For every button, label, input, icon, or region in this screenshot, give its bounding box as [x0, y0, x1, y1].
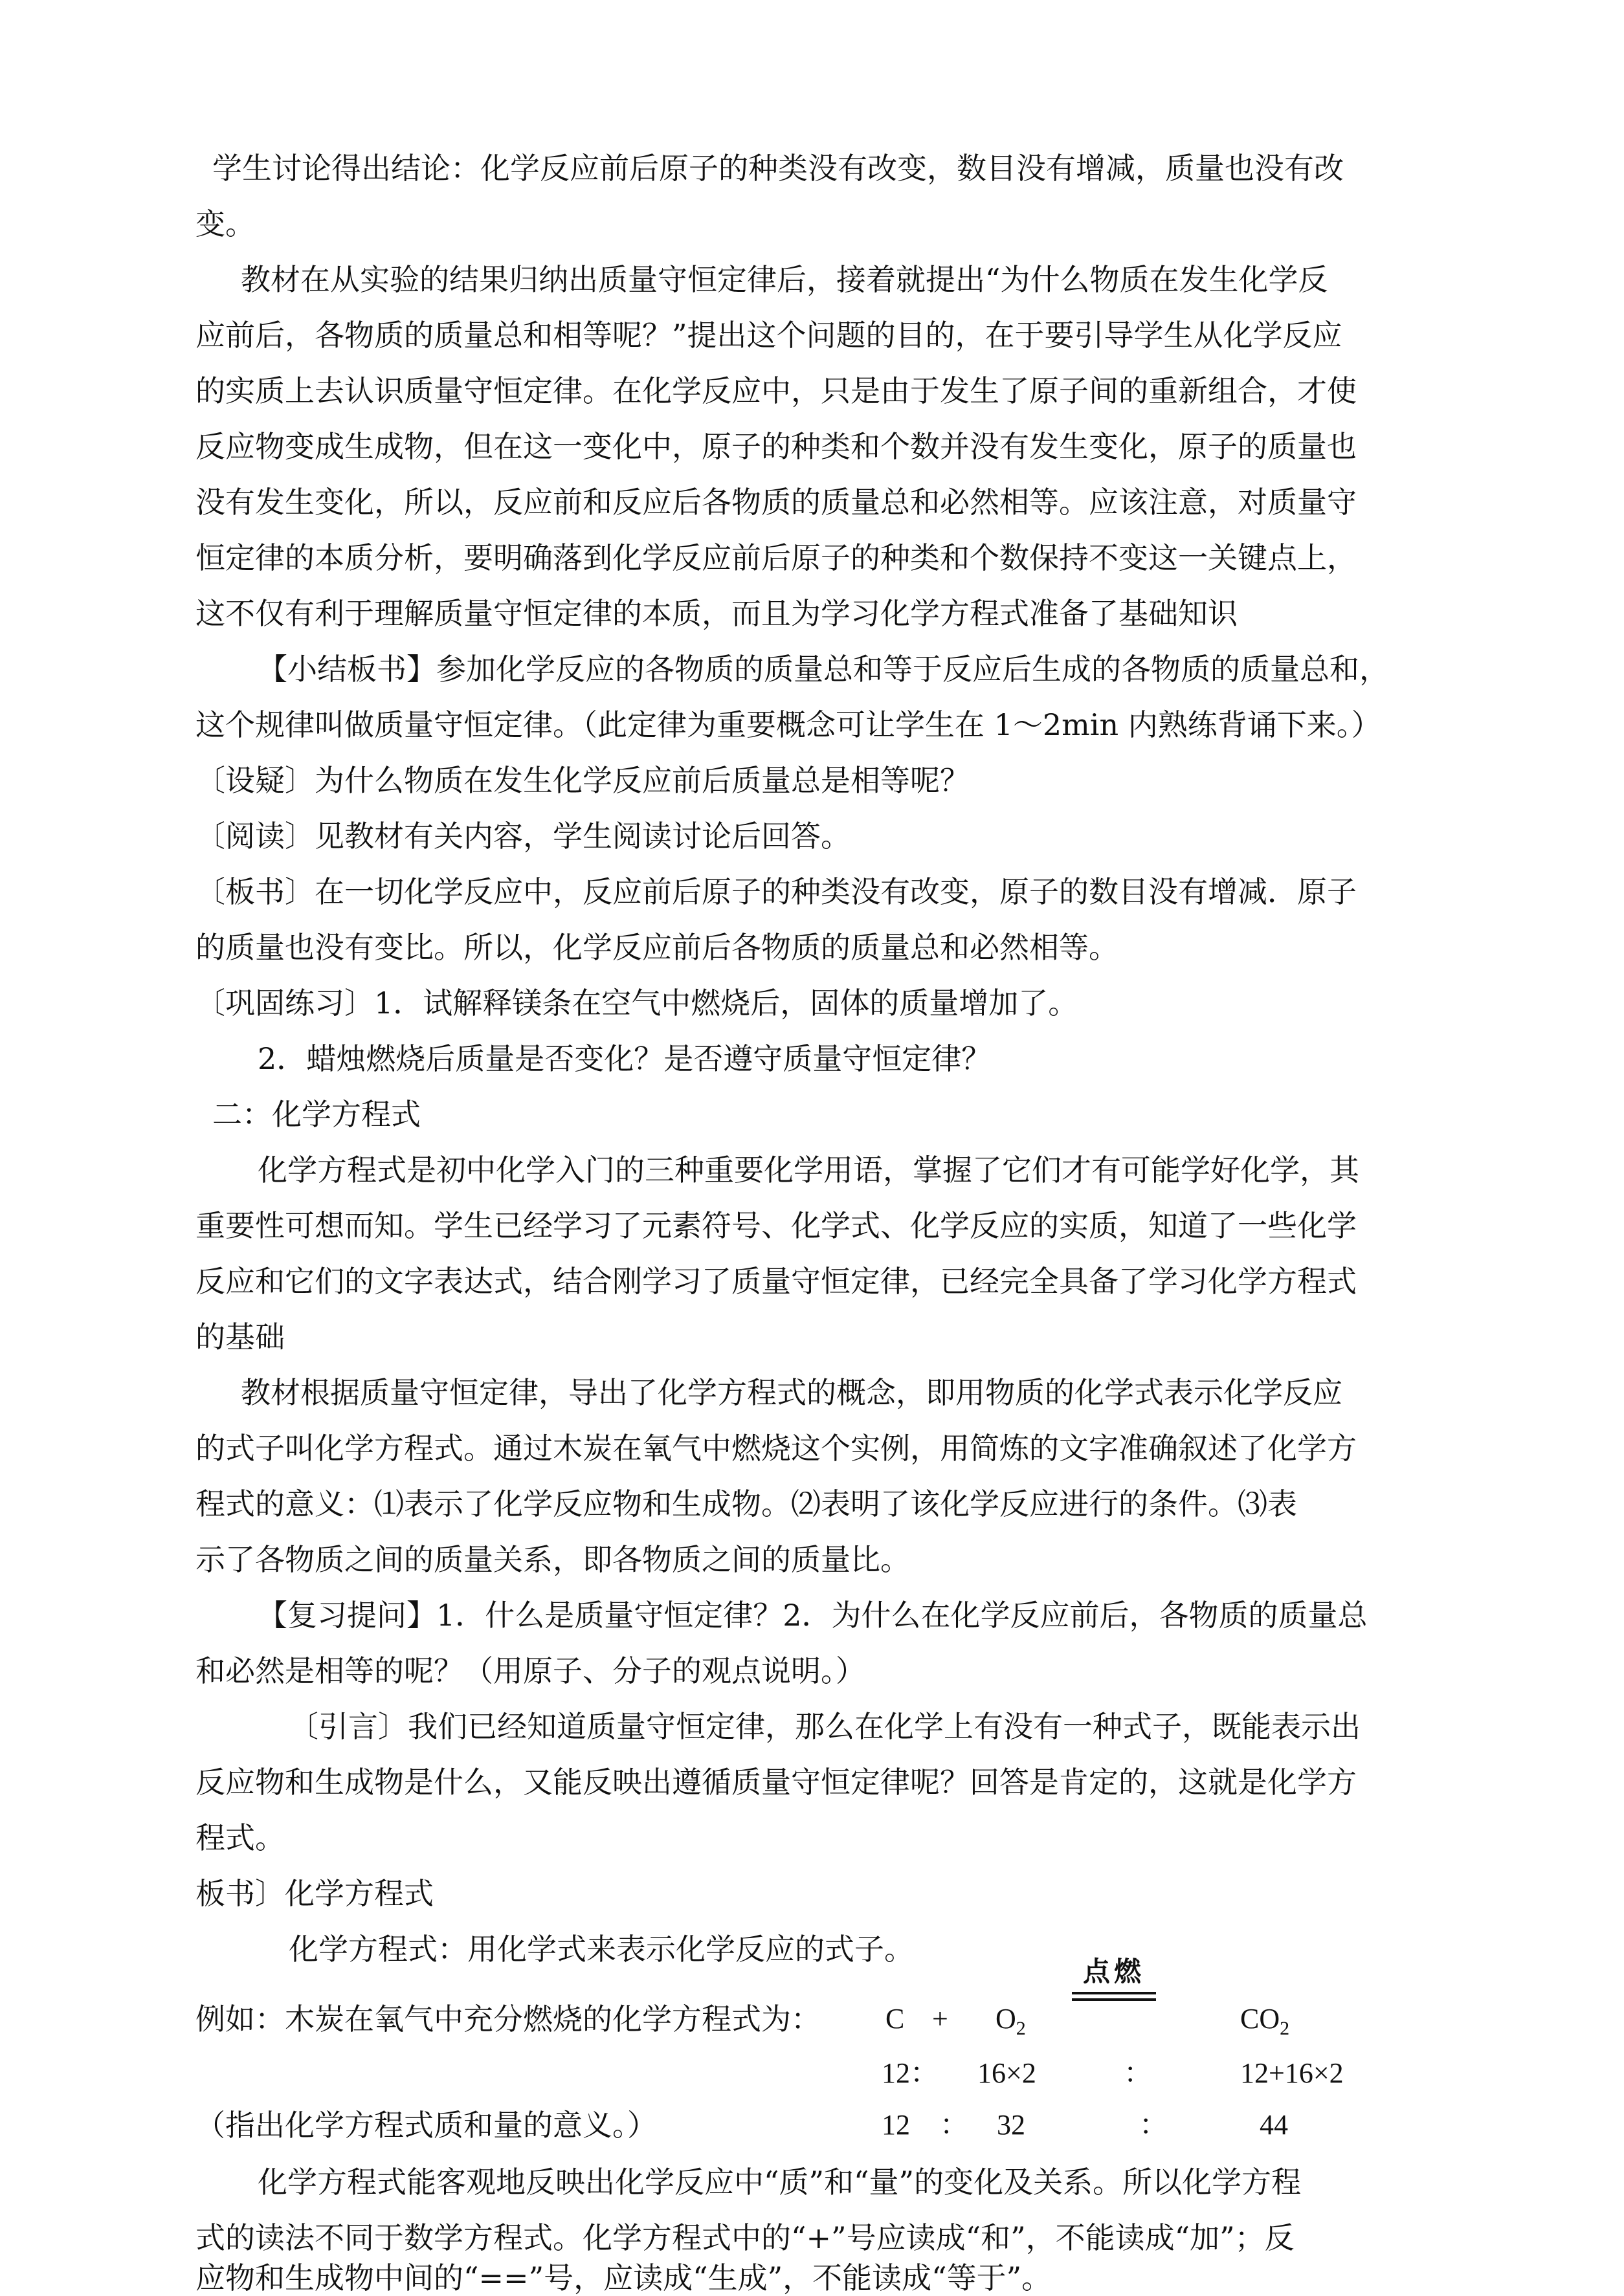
paragraph-line: 重要性可想而知。学生已经学习了元素符号、化学式、化学反应的实质，知道了一些化学 [195, 1208, 1357, 1243]
paragraph-line: 板书〕化学方程式 [195, 1876, 434, 1911]
paragraph-line: 反应物变成生成物，但在这一变化中，原子的种类和个数并没有发生变化，原子的质量也 [195, 429, 1357, 464]
mass-row-2-item: 32 [997, 2109, 1025, 2141]
paragraph-line: 应物和生成物中间的“==”号，应读成“生成”，不能读成“等于”。 [195, 2260, 1052, 2295]
paragraph-line: 化学方程式是初中化学入门的三种重要化学用语，掌握了它们才有可能学好化学，其 [258, 1153, 1359, 1187]
mass-row-1-item: 16×2 [977, 2057, 1036, 2089]
paragraph-line: 反应物和生成物是什么，又能反映出遵循质量守恒定律呢？回答是肯定的，这就是化学方 [195, 1765, 1357, 1800]
paragraph-line: 〔阅读〕见教材有关内容，学生阅读讨论后回答。 [195, 819, 851, 854]
section-heading: 二：化学方程式 [212, 1097, 421, 1132]
paragraph-line: 的实质上去认识质量守恒定律。在化学反应中，只是由于发生了原子间的重新组合，才使 [195, 373, 1357, 408]
paragraph-line: 应前后，各物质的质量总和相等呢？”提出这个问题的目的，在于要引导学生从化学反应 [195, 318, 1342, 353]
paragraph-line: （指出化学方程式质和量的意义。） [195, 2108, 657, 2143]
mass-row-2-item: 44 [1260, 2109, 1288, 2141]
equation-double-line [1072, 1998, 1156, 2001]
equation-double-line [1072, 1992, 1156, 1994]
paragraph-line: 没有发生变化，所以，反应前和反应后各物质的质量总和必然相等。应该注意，对质量守 [195, 485, 1357, 520]
paragraph-line: 的基础 [195, 1319, 285, 1354]
equation-intro: 例如：木炭在氧气中充分燃烧的化学方程式为： [195, 2002, 821, 2037]
paragraph-line: 教材根据质量守恒定律，导出了化学方程式的概念，即用物质的化学式表示化学反应 [241, 1375, 1342, 1410]
equation-condition [1072, 1956, 1156, 2001]
equation-reactant-o2: $O_2$ [996, 2003, 1026, 2039]
paragraph-line: 程式。 [195, 1820, 285, 1855]
paragraph-line: 化学方程式：用化学式来表示化学反应的式子。 [289, 1932, 914, 1967]
equation-plus: + [932, 2003, 948, 2035]
paragraph-line: 和必然是相等的呢？（用原子、分子的观点说明。） [195, 1653, 865, 1688]
paragraph-line: 变。 [195, 206, 255, 241]
paragraph-line: 程式的意义：⑴表示了化学反应物和生成物。⑵表明了该化学反应进行的条件。⑶表 [195, 1486, 1297, 1521]
paragraph-line: 学生讨论得出结论：化学反应前后原子的种类没有改变，数目没有增减，质量也没有改 [212, 151, 1344, 186]
paragraph-line: 〔引言〕我们已经知道质量守恒定律，那么在化学上有没有一种式子，既能表示出 [289, 1709, 1361, 1744]
mass-row-1-item: 12： [882, 2057, 939, 2089]
paragraph-line: 〔板书〕在一切化学反应中，反应前后原子的种类没有改变，原子的数目没有增减．原子 [195, 874, 1357, 909]
paragraph-line: 2．蜡烛燃烧后质量是否变化？是否遵守质量守恒定律？ [258, 1041, 992, 1076]
paragraph-line: 教材在从实验的结果归纳出质量守恒定律后，接着就提出“为什么物质在发生化学反 [241, 262, 1328, 297]
paragraph-line: 示了各物质之间的质量关系，即各物质之间的质量比。 [195, 1542, 910, 1577]
equation-reactant-c: C [885, 2003, 905, 2035]
paragraph-line: 【小结板书】参加化学反应的各物质的质量总和等于反应后生成的各物质的质量总和， [258, 652, 1389, 687]
mass-row-1-item: 12+16×2 [1240, 2057, 1344, 2089]
paragraph-line: 【复习提问】1．什么是质量守恒定律？2．为什么在化学反应前后，各物质的质量总 [258, 1598, 1368, 1633]
paragraph-line: 这个规律叫做质量守恒定律。（此定律为重要概念可让学生在 1～2min 内熟练背诵下来。） [195, 707, 1381, 742]
mass-row-1-item: ： [1124, 2057, 1152, 2089]
paragraph-line: 化学方程式能客观地反映出化学反应中“质”和“量”的变化及关系。所以化学方程 [258, 2165, 1302, 2200]
mass-row-2-item: ： [940, 2109, 968, 2141]
paragraph-line: 式的读法不同于数学方程式。化学方程式中的“+”号应读成“和”，不能读成“加”；反 [195, 2220, 1295, 2255]
equation-product-co2: $CO_2$ [1240, 2003, 1290, 2039]
paragraph-line: 恒定律的本质分析，要明确落到化学反应前后原子的种类和个数保持不变这一关键点上， [195, 540, 1357, 575]
condition-label: 点燃 [1082, 1956, 1145, 1987]
mass-row-2-item: ： [1139, 2109, 1168, 2141]
paragraph-line: 的式子叫化学方程式。通过木炭在氧气中燃烧这个实例，用简炼的文字准确叙述了化学方 [195, 1431, 1357, 1466]
paragraph-line: 的质量也没有变比。所以，化学反应前后各物质的质量总和必然相等。 [195, 930, 1118, 965]
paragraph-line: 〔设疑〕为什么物质在发生化学反应前后质量总是相等呢？ [195, 763, 970, 798]
paragraph-line: 〔巩固练习〕1．试解释镁条在空气中燃烧后，固体的质量增加了。 [195, 986, 1078, 1021]
mass-row-2-item: 12 [882, 2109, 910, 2141]
paragraph-line: 这不仅有利于理解质量守恒定律的本质，而且为学习化学方程式准备了基础知识 [195, 596, 1238, 631]
paragraph-line: 反应和它们的文字表达式，结合刚学习了质量守恒定律，已经完全具备了学习化学方程式 [195, 1264, 1357, 1299]
